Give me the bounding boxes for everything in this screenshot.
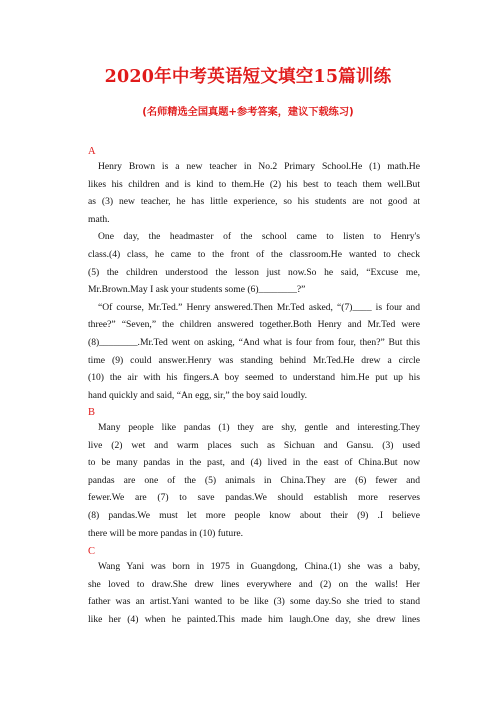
- passage-line: math.: [88, 213, 110, 225]
- passage-line: Wang Yani was born in 1975 in Guangdong, China.(1) she was a baby,: [98, 561, 420, 572]
- passage-line: class.(4) class, he came to the front of the classroom.He wanted to check: [88, 248, 420, 260]
- passage-line: (10) the air with his fingers.A boy seemed to understand him.He put up his: [88, 372, 420, 384]
- passage-line: (8) pandas.We must let more people know about their (9) .I believe: [88, 509, 420, 521]
- passage-line: “Of course, Mr.Ted.” Henry answered.Then Mr.Ted asked, “(7)____ is four and: [98, 301, 420, 313]
- section-b-passage: [88, 419, 420, 542]
- passage-line: Many people like pandas (1) they are shy, gentle and interesting.They: [98, 422, 420, 433]
- section-c-passage: [88, 558, 420, 628]
- passage-line: likes his children and is kind to them.He (2) his best to teach them well.But: [88, 178, 420, 190]
- passage-line: (5) the children understood the lesson just now.So he said, “Excuse me,: [88, 266, 420, 278]
- section-a-letter: A: [88, 146, 96, 157]
- section-a-passage: [88, 158, 420, 404]
- passage-line: Henry Brown is a new teacher in No.2 Primary School.He (1) math.He: [98, 161, 420, 172]
- passage-line: three?” “Seven,” the children answered together.Both Henry and Mr.Ted were: [88, 319, 420, 331]
- passage-line: live (2) wet and warm places such as Sichuan and Gansu. (3) used: [88, 439, 420, 451]
- passage-line: like her (4) when he painted.This made him laugh.One day, she drew lines: [88, 613, 420, 625]
- passage-line: (8)________.Mr.Ted went on asking, “And what is four from four, then?” But this: [88, 336, 420, 348]
- passage-line: to be many pandas in the past, and (4) lived in the east of China.But now: [88, 457, 420, 469]
- passage-line: One day, the headmaster of the school came to listen to Henry's: [98, 231, 420, 243]
- passage-line: time (9) could answer.Henry was standing behind Mr.Ted.He drew a circle: [88, 354, 420, 366]
- passage-line: as (3) new teacher, he has little experience, so his students are not good at: [88, 196, 420, 208]
- document-title: 2020年中考英语短文填空15篇训练: [104, 67, 392, 87]
- passage-line: father was an artist.Yani wanted to be like (3) some day.So she tried to stand: [88, 596, 420, 608]
- section-b-letter: B: [88, 407, 96, 418]
- passage-line: fewer.We are (7) to save pandas.We should establish more reserves: [88, 492, 420, 504]
- passage-line: Mr.Brown.May I ask your students some (6)________?”: [88, 284, 306, 296]
- passage-line: there will be more pandas in (10) future.: [88, 527, 244, 539]
- passage-line: pandas are one of the (5) animals in China.They are (6) fewer and: [88, 474, 420, 486]
- section-c-letter: C: [88, 546, 96, 557]
- document-subtitle: (名师精选全国真题+参考答案，建议下载练习): [142, 107, 354, 118]
- passage-line: she loved to draw.She drew lines everywhere and (2) on the walls! Her: [88, 578, 420, 590]
- passage-line: hand quickly and said, “An egg, sir,” the boy said loudly.: [88, 389, 308, 401]
